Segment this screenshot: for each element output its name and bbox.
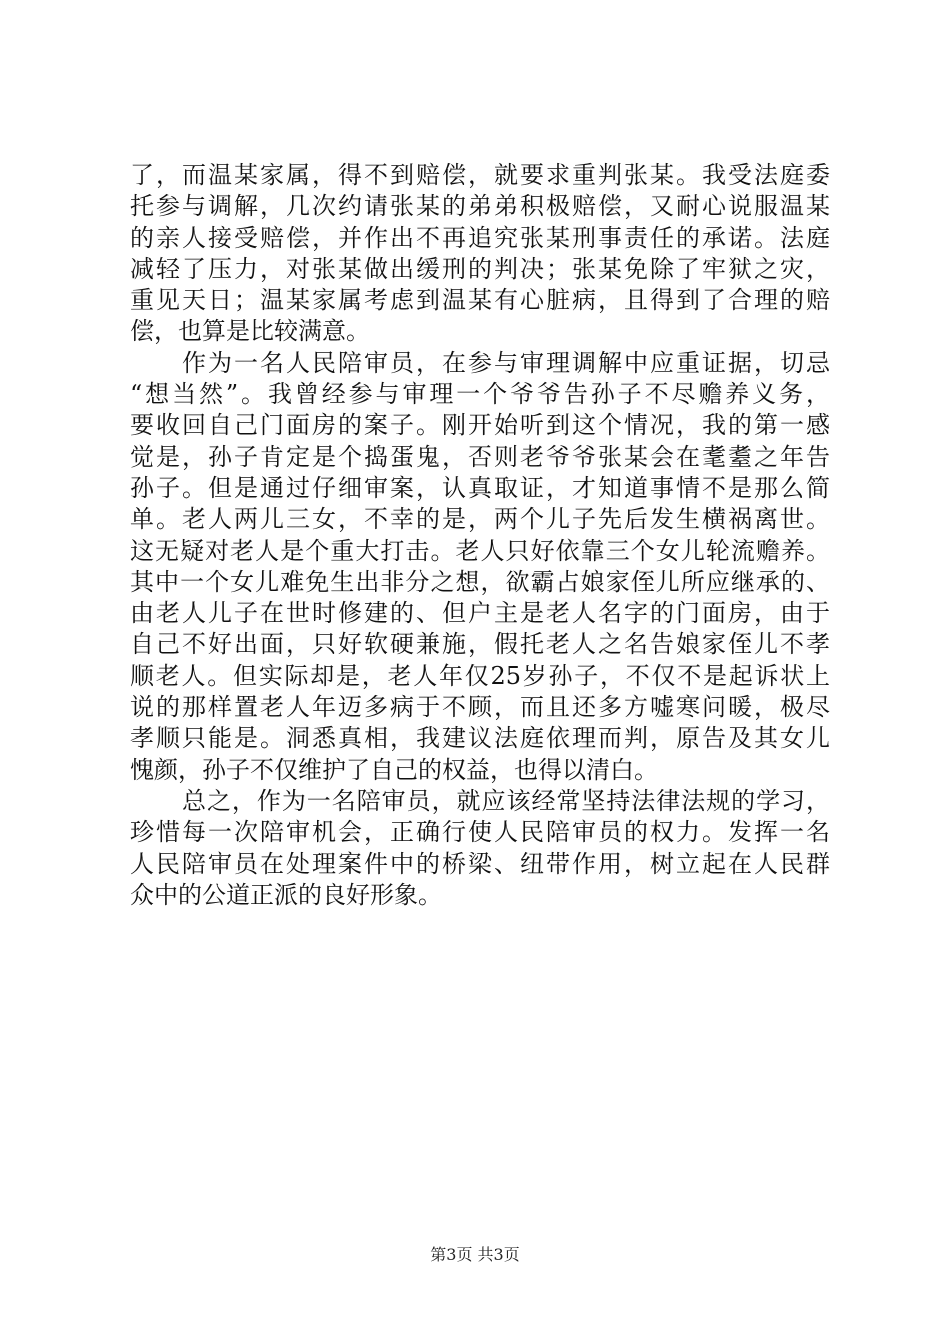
text-line: “想当然”。我曾经参与审理一个爷爷告孙子不尽赡养义务，	[130, 380, 830, 409]
text-line: 孙子。但是通过仔细审案，认真取证，才知道事情不是那么简	[130, 473, 830, 502]
text-line: 孝顺只能是。洞悉真相，我建议法庭依理而判，原告及其女儿	[130, 724, 830, 753]
page-footer	[0, 1245, 950, 1265]
text-line: 说的那样置老人年迈多病于不顾，而且还多方嘘寒问暖，极尽	[130, 693, 830, 722]
text-line: 的亲人接受赔偿，并作出不再追究张某刑事责任的承诺。法庭	[130, 223, 830, 252]
text-line: 众中的公道正派的良好形象。	[130, 880, 442, 909]
text-line: 总之，作为一名陪审员，就应该经常坚持法律法规的学习，	[182, 786, 830, 815]
paragraph-3	[130, 786, 830, 911]
document-body	[130, 160, 830, 911]
text-line: 珍惜每一次陪审机会，正确行使人民陪审员的权力。发挥一名	[130, 818, 830, 847]
text-line: 要收回自己门面房的案子。刚开始听到这个情况，我的第一感	[130, 411, 830, 440]
text-line: 愧颜，孙子不仅维护了自己的权益，也得以清白。	[130, 755, 658, 784]
page-number: 第3页 共3页	[430, 1245, 520, 1264]
text-line: 托参与调解，几次约请张某的弟弟积极赔偿，又耐心说服温某	[130, 192, 830, 221]
text-line: 人民陪审员在处理案件中的桥梁、纽带作用，树立起在人民群	[130, 849, 830, 878]
text-line: 顺老人。但实际却是，老人年仅25岁孙子，不仅不是起诉状上	[130, 661, 830, 690]
paragraph-2	[130, 348, 830, 786]
text-line: 单。老人两儿三女，不幸的是，两个儿子先后发生横祸离世。	[130, 505, 830, 534]
text-line: 自己不好出面，只好软硬兼施，假托老人之名告娘家侄儿不孝	[130, 630, 830, 659]
text-line: 作为一名人民陪审员，在参与审理调解中应重证据，切忌	[182, 348, 830, 377]
text-line: 这无疑对老人是个重大打击。老人只好依靠三个女儿轮流赡养。	[130, 536, 830, 565]
text-line: 其中一个女儿难免生出非分之想，欲霸占娘家侄儿所应继承的、	[130, 567, 830, 596]
text-line: 重见天日；温某家属考虑到温某有心脏病，且得到了合理的赔	[130, 286, 830, 315]
paragraph-1	[130, 160, 830, 348]
text-line: 减轻了压力，对张某做出缓刑的判决；张某免除了牢狱之灾，	[130, 254, 830, 283]
text-line: 觉是，孙子肯定是个捣蛋鬼，否则老爷爷张某会在耄耋之年告	[130, 442, 830, 471]
text-line: 偿，也算是比较满意。	[130, 317, 370, 346]
text-line: 了，而温某家属，得不到赔偿，就要求重判张某。我受法庭委	[130, 161, 830, 189]
text-line: 由老人儿子在世时修建的、但户主是老人名字的门面房，由于	[130, 599, 830, 628]
